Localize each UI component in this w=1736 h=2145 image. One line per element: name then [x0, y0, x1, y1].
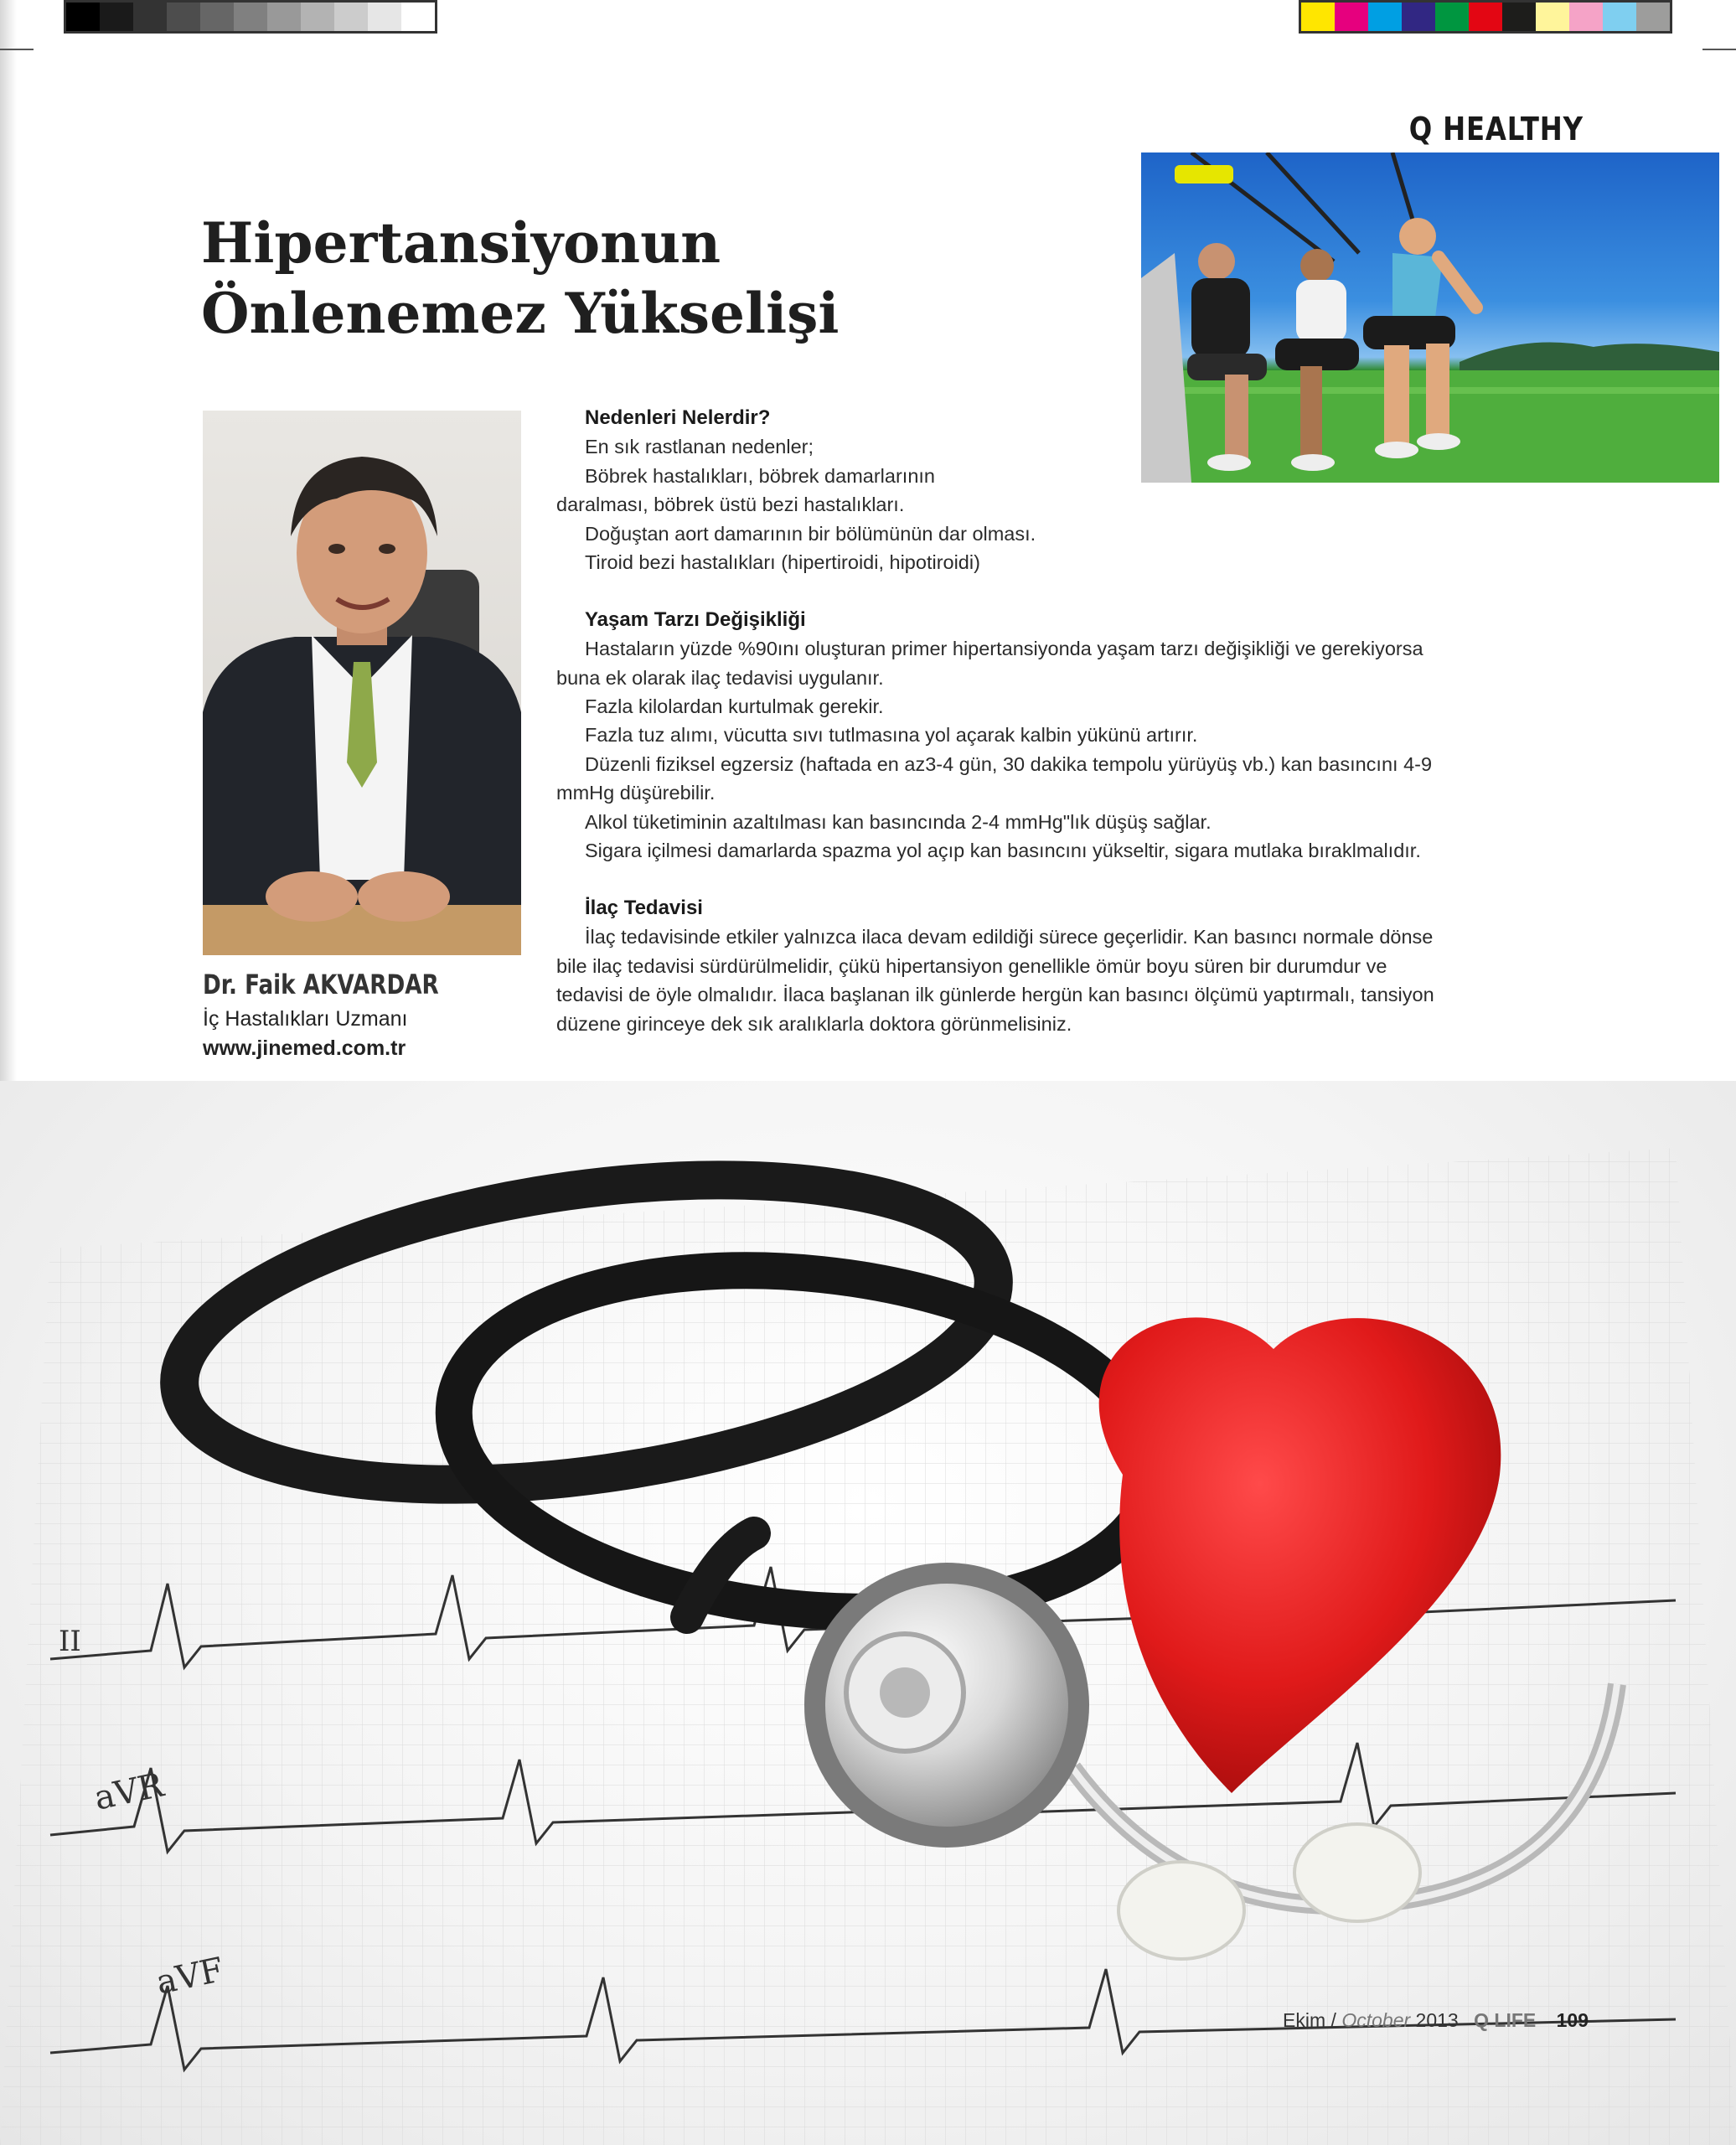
footer-month-en: October	[1341, 2009, 1411, 2031]
author-name: Dr. Faik AKVARDAR	[203, 969, 439, 1000]
paragraph: Fazla tuz alımı, vücutta sıvı tutlmasına yol açarak kalbin yükünü artırır.	[585, 724, 1198, 747]
calibration-swatch	[133, 3, 167, 31]
ecg-lead-avr: aVR	[90, 1765, 168, 1818]
ecg-lead-avf: aVF	[152, 1951, 227, 2003]
calibration-swatch	[1435, 3, 1469, 31]
paragraph: Düzenli fiziksel egzersiz (haftada en az3-4 gün, 30 dakika tempolu yürüyüş vb.) kan basıncını 4-9 mmHg düşürebilir.	[556, 752, 1433, 804]
calibration-swatch	[1402, 3, 1435, 31]
article-body	[556, 404, 1436, 1038]
calibration-swatch	[1502, 3, 1536, 31]
paragraph: Sigara içilmesi damarlarda spazma yol açıp kan basıncını yükseltir, sigara mutlaka bıraklmalıdır.	[585, 840, 1421, 862]
calibration-swatch	[1636, 3, 1670, 31]
author-title: İç Hastalıkları Uzmanı	[203, 1007, 408, 1031]
calibration-swatch	[1469, 3, 1502, 31]
paragraph: Böbrek hastalıkları, böbrek damarlarının daralması, böbrek üstü bezi hastalıkları.	[556, 464, 935, 516]
paragraph: Doğuştan aort damarının bir bölümünün dar olması.	[585, 522, 1036, 545]
calibration-swatch	[368, 3, 401, 31]
author-caption	[203, 969, 538, 1061]
doctor-photo	[203, 411, 521, 955]
page-footer	[1283, 2009, 1589, 2032]
page-number: 109	[1556, 2009, 1589, 2031]
color-calibration-bar	[1299, 0, 1672, 34]
crop-mark	[0, 49, 34, 50]
paragraph: Hastaların yüzde %90ını oluşturan primer hipertansiyonda yaşam tarzı değişikliği ve gerekiyorsa buna ek olarak ilaç tedavisi uygulanır.	[556, 638, 1423, 689]
footer-month-tr: Ekim	[1283, 2009, 1326, 2031]
title-line-2: Önlenemez Yükselişi	[201, 281, 840, 346]
footer-year: 2013	[1415, 2009, 1459, 2031]
calibration-swatch	[334, 3, 368, 31]
calibration-swatch	[1301, 3, 1335, 31]
title-line-1: Hipertansiyonun	[201, 210, 721, 276]
calibration-swatch	[167, 3, 200, 31]
calibration-swatch	[301, 3, 334, 31]
calibration-swatch	[1335, 3, 1368, 31]
doctor-illustration	[203, 411, 521, 955]
calibration-swatch	[100, 3, 133, 31]
hero-illustration	[0, 1081, 1736, 2145]
ecg-lead-ii: II	[59, 1625, 81, 1658]
gray-calibration-bar	[64, 0, 437, 34]
paragraph: En sık rastlanan nedenler;	[585, 436, 814, 458]
footer-separator: /	[1330, 2009, 1336, 2031]
paragraph: İlaç tedavisinde etkiler yalnızca ilaca devam edildiği sürece geçerlidir. Kan basıncı normale dönse bile ilaç tedavisi sürdürülmelidir, çükü hipertansiyon genellikle ömür boyu süren bir durumdur ve tedavisi de öyle olmalıdır. İlaca başlanan ilk günlerde hergün kan basıncı ölçümü yaptırmalı, tansiyon düzene girinceye dek sık aralıklarla doktora görünmelisiniz.	[556, 926, 1434, 1035]
crop-mark	[1702, 49, 1736, 50]
calibration-swatch	[267, 3, 301, 31]
calibration-swatch	[1603, 3, 1636, 31]
calibration-swatch	[66, 3, 100, 31]
section-tag: Q HEALTHY	[1408, 111, 1584, 147]
calibration-swatch	[1569, 3, 1603, 31]
calibration-swatch	[1536, 3, 1569, 31]
stethoscope-heart-image	[0, 1081, 1736, 2145]
article-title	[201, 208, 1081, 349]
footer-magazine: Q LIFE	[1474, 2009, 1537, 2031]
section-heading-medication: İlaç Tedavisi	[585, 896, 703, 919]
section-heading-causes: Nedenleri Nelerdir?	[585, 406, 771, 429]
author-website[interactable]: www.jinemed.com.tr	[203, 1036, 406, 1060]
paragraph: Tiroid bezi hastalıkları (hipertiroidi, hipotiroidi)	[585, 551, 980, 574]
calibration-swatch	[234, 3, 267, 31]
calibration-swatch	[1368, 3, 1402, 31]
section-heading-lifestyle: Yaşam Tarzı Değişikliği	[585, 607, 806, 631]
calibration-swatch	[200, 3, 234, 31]
paragraph: Fazla kilolardan kurtulmak gerekir.	[585, 695, 884, 718]
paragraph: Alkol tüketiminin azaltılması kan basıncında 2-4 mmHg"lık düşüş sağlar.	[585, 810, 1212, 833]
calibration-swatch	[401, 3, 435, 31]
